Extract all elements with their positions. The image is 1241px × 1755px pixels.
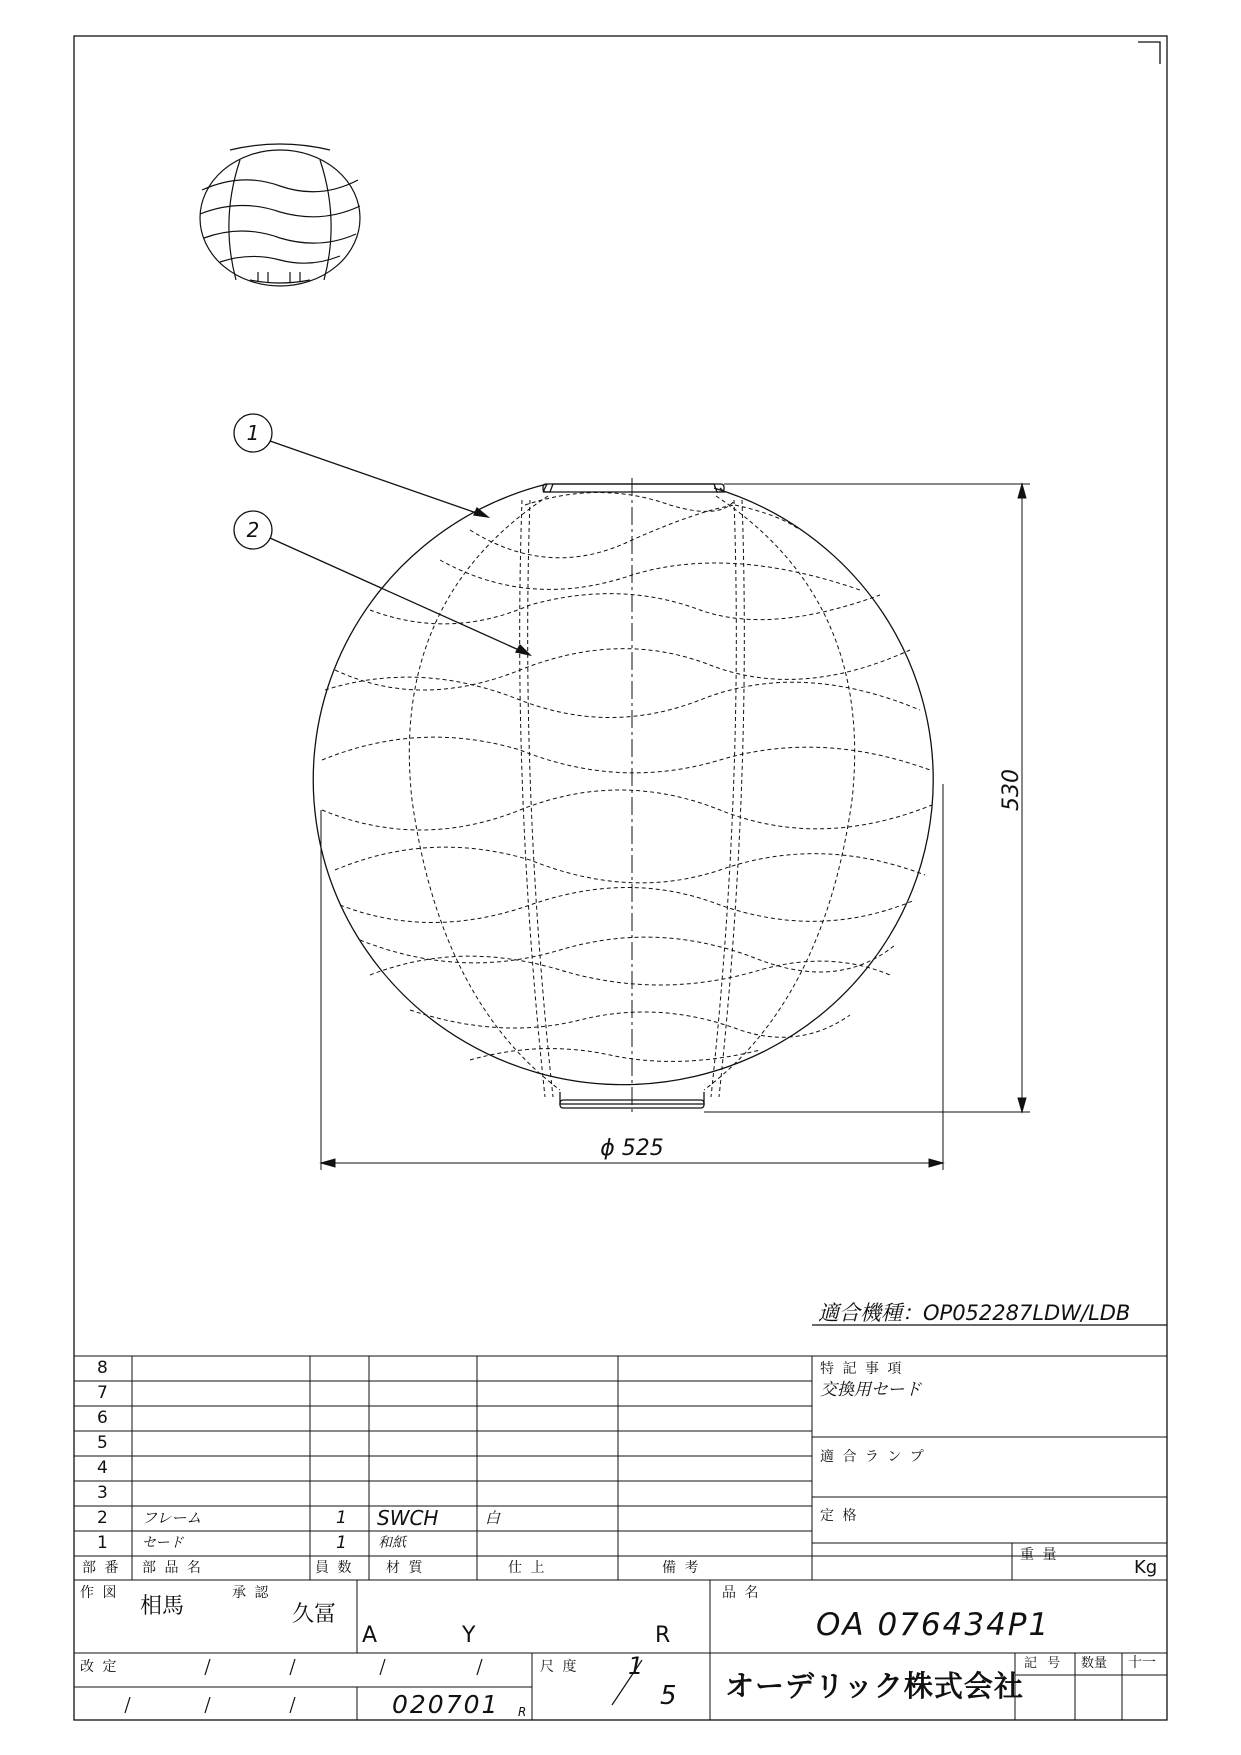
product-number: OA 076434P1 [816,1607,1051,1643]
header-part-name: 部 品 名 [142,1560,203,1576]
compatible-models: 適合機種：OP052287LDW/LDB [818,1301,1131,1325]
code-y: Y [462,1623,476,1648]
header-material: 材 質 [386,1560,425,1576]
header-part-no: 部 番 [82,1560,121,1576]
header-finish: 仕 上 [508,1560,547,1576]
height-dimension [704,484,1030,1112]
row-number: 5 [97,1433,108,1453]
row-number: 8 [97,1358,108,1378]
part-finish: 白 [485,1509,501,1527]
row-number: 3 [97,1483,108,1503]
row-number: 7 [97,1383,108,1403]
special-notes-value: 交換用セード [820,1380,922,1400]
header-qty: 員 数 [315,1560,354,1576]
part-qty: 1 [336,1533,347,1553]
diameter-dimension-label: ϕ 525 [600,1136,664,1161]
revision-date-suffix: R [518,1705,527,1719]
weight-label: 重 量 [1020,1547,1059,1563]
scale-label: 尺 度 [540,1659,579,1675]
sheet-border [74,36,1167,1720]
rating-heading: 定 格 [820,1508,859,1524]
balloon-1-label: 1 [246,421,260,445]
part-name: セード [142,1535,184,1551]
part-material: 和紙 [378,1535,406,1551]
lantern-front-view [313,478,933,1115]
lamp-heading: 適 合 ラ ン プ [820,1449,926,1465]
symbol-label: 記 号 [1024,1656,1064,1671]
lantern-thumbnail [200,144,360,286]
extra-label: 十一 [1128,1655,1156,1671]
scale-numerator: 1 [628,1652,644,1680]
balloon-2-label: 2 [246,518,260,542]
product-name-label: 品 名 [722,1585,761,1601]
revision-date: 020701 [392,1690,500,1719]
revision-label: 改 定 [80,1659,119,1675]
weight-unit: Kg [1134,1557,1158,1578]
code-r: R [655,1623,671,1648]
row-number: 6 [97,1408,108,1428]
part-qty: 1 [336,1508,347,1528]
approved-label: 承 認 [232,1585,271,1601]
code-a: A [362,1623,378,1648]
company-name: オーデリック株式会社 [725,1669,1024,1703]
drawn-label: 作 図 [80,1585,119,1601]
quantity-label: 数量 [1081,1656,1108,1671]
row-number: 2 [97,1508,108,1528]
special-notes-heading: 特 記 事 項 [820,1361,904,1377]
parts-table [74,1356,1167,1580]
row-number: 4 [97,1458,108,1478]
drawn-by: 相馬 [140,1594,185,1619]
row-number: 1 [97,1533,108,1553]
part-name: フレーム [142,1509,202,1527]
height-dimension-label: 530 [999,769,1024,811]
approved-by: 久冨 [292,1602,337,1627]
header-remarks: 備 考 [662,1560,701,1576]
part-material: SWCH [377,1506,439,1530]
scale-denominator: 5 [660,1681,677,1711]
